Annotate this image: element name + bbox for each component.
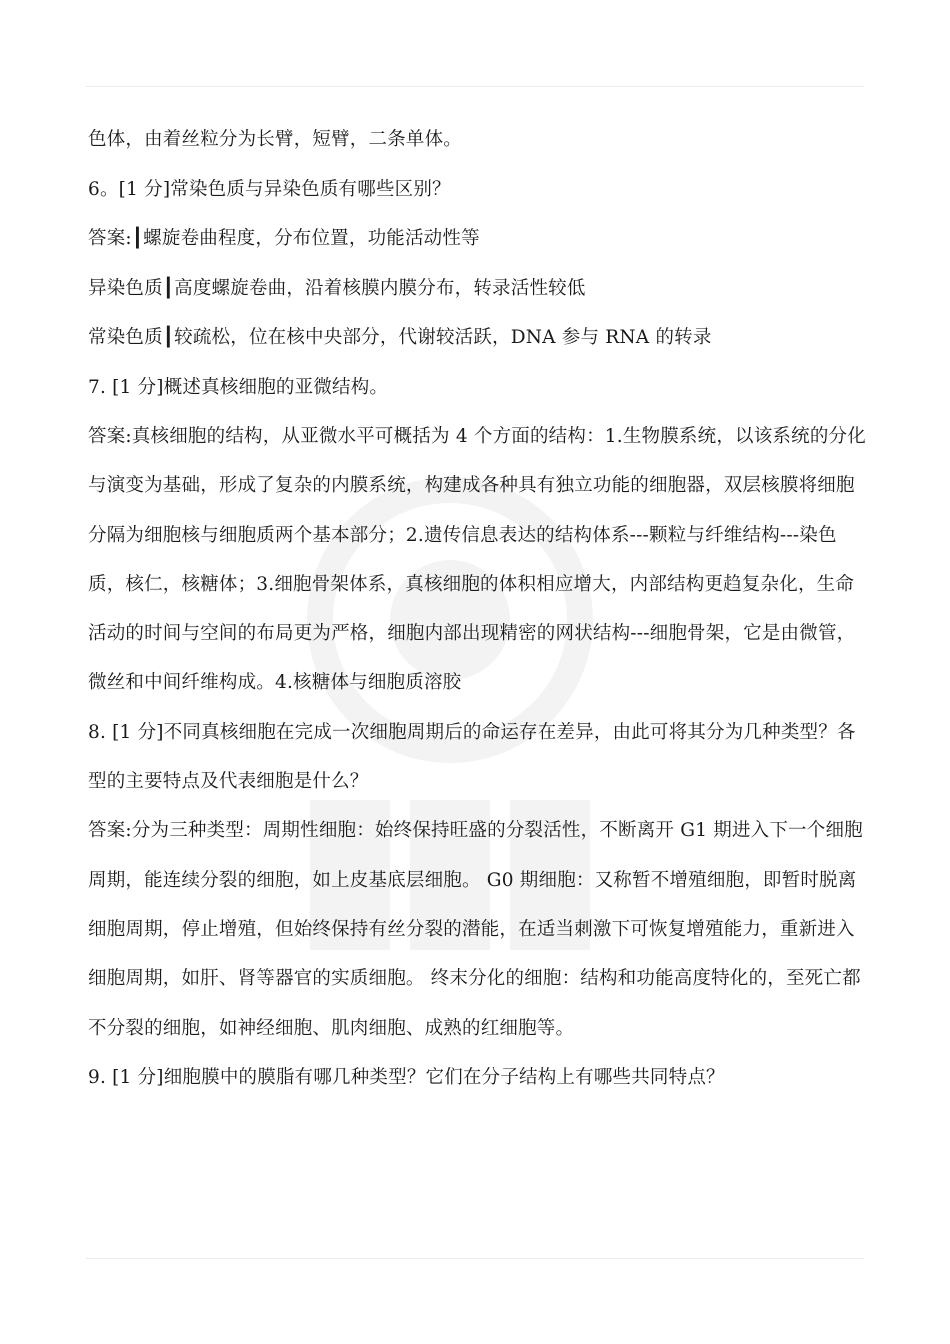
answer-6-line-3: 常染色质┃较疏松，位在核中央部分，代谢较活跃，DNA 参与 RNA 的转录 [88,327,712,348]
question-9: 9. [1 分]细胞膜中的膜脂有哪几种类型？它们在分子结构上有哪些共同特点？ [88,1066,725,1088]
header-rule [86,86,864,87]
question-7: 7. [1 分]概述真核细胞的亚微结构。 [88,376,389,398]
answer-6-line-2: 异染色质┃高度螺旋卷曲，沿着核膜内膜分布，转录活性较低 [88,277,586,299]
question-8: 8. [1 分]不同真核细胞在完成一次细胞周期后的命运存在差异，由此可将其分为几种类型？各型的主要特点及代表细胞是什么？ [88,721,856,793]
answer-6-line-1: 答案:┃螺旋卷曲程度，分布位置，功能活动性等 [88,228,480,249]
answer-7: 答案:真核细胞的结构，从亚微水平可概括为 4 个方面的结构：1.生物膜系统，以该系统的分化与演变为基础，形成了复杂的内膜系统，构建成各种具有独立功能的细胞器，双层核膜将细胞分隔为细胞核与细胞质两个基本部分；2.遗传信息表达的结构体系---颗粒与纤维结构---染色质，核仁，核糖体；3.细胞骨架体系，真核细胞的体积相应增大，内部结构更趋复杂化，生命活动的时间与空间的布局更为严格，细胞内部出现精密的网状结构---细胞骨架，它是由微管，微丝和中间纤维构成。4.核糖体与细胞质溶胶 [88,426,866,694]
document-body [88,115,866,1102]
question-6: 6。[1 分]常染色质与异染色质有哪些区别？ [88,178,451,200]
text-line-chromosome-arms: 色体，由着丝粒分为长臂，短臂，二条单体。 [88,129,463,150]
answer-8: 答案:分为三种类型：周期性细胞：始终保持旺盛的分裂活性，不断离开 G1 期进入下一个细胞周期，能连续分裂的细胞，如上皮基底层细胞。 G0 期细胞：又称暂不增殖细胞，即暂时脱离细胞周期，停止增殖，但始终保持有丝分裂的潜能，在适当刺激下可恢复增殖能力，重新进入细胞周期，如肝、肾等器官的实质细胞。 终末分化的细胞：结构和功能高度特化的，至死亡都不分裂的细胞，如神经细胞、肌肉细胞、成熟的红细胞等。 [88,820,863,1039]
footer-rule [86,1258,864,1259]
